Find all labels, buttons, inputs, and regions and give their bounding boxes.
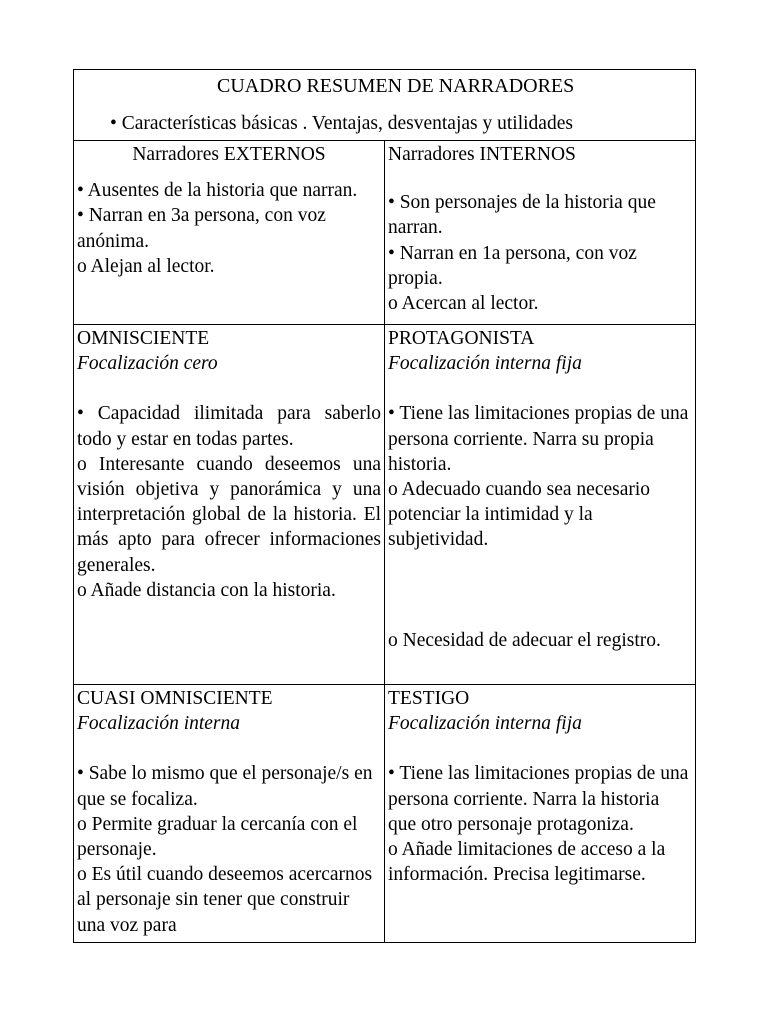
omnisciente-item: o Añade distancia con la historia. (77, 579, 336, 601)
omnisciente-item: • Capacidad ilimitada para saberlo todo y estar en todas partes. (77, 403, 381, 450)
focal-protagonista: Focalización interna fija (388, 353, 582, 375)
cell-cuasi (74, 685, 385, 942)
internos-item: o Acercan al lector. (388, 293, 539, 315)
cell-internos (385, 141, 695, 324)
externos-item: • Narran en 3a persona, con voz anónima. (77, 205, 326, 252)
cell-externos (74, 141, 385, 324)
heading-internos: Narradores INTERNOS (388, 144, 576, 165)
table-header (74, 70, 695, 141)
cell-omnisciente (74, 325, 385, 684)
heading-testigo: TESTIGO (388, 688, 470, 709)
narradores-table (73, 69, 696, 943)
row-externos-internos (74, 141, 695, 325)
externos-item: o Alejan al lector. (77, 255, 215, 277)
cuasi-item: o Es útil cuando deseemos acercarnos al personaje sin tener que construir una voz para (77, 864, 373, 936)
heading-externos: Narradores EXTERNOS (132, 144, 326, 165)
testigo-item: o Añade limitaciones de acceso a la información. Precisa legitimarse. (388, 839, 666, 886)
table-subtitle: • Características básicas . Ventajas, desventajas y utilidades (110, 113, 573, 134)
table-title: CUADRO RESUMEN DE NARRADORES (217, 75, 575, 97)
omnisciente-item: o Interesante cuando deseemos una visión objetiva y panorámica y una interpretación global de la historia. El más apto para ofrecer informaciones generales. (77, 453, 381, 576)
protagonista-item: o Necesidad de adecuar el registro. (388, 629, 661, 651)
cuasi-item: o Permite graduar la cercanía con el personaje. (77, 813, 358, 861)
protagonista-item: o Adecuado cuando sea necesario potenciar la intimidad y la subjetividad. (388, 479, 651, 551)
testigo-item: • Tiene las limitaciones propias de una persona corriente. Narra la historia que otro personaje protagoniza. (388, 763, 689, 835)
cuasi-item: • Sabe lo mismo que el personaje/s en que se focaliza. (77, 763, 373, 810)
heading-cuasi: CUASI OMNISCIENTE (77, 688, 273, 709)
focal-testigo: Focalización interna fija (388, 713, 582, 735)
protagonista-item: • Tiene las limitaciones propias de una persona corriente. Narra su propia historia. (388, 403, 689, 475)
cell-protagonista (385, 325, 695, 684)
row-omnisciente-protagonista (74, 325, 695, 685)
heading-omnisciente: OMNISCIENTE (77, 328, 210, 349)
focal-cuasi: Focalización interna (77, 713, 241, 735)
cell-testigo (385, 685, 695, 942)
internos-item: • Son personajes de la historia que narran. (388, 192, 656, 239)
heading-protagonista: PROTAGONISTA (388, 328, 535, 349)
focal-omnisciente: Focalización cero (77, 353, 218, 375)
internos-item: • Narran en 1a persona, con voz propia. (388, 242, 637, 289)
externos-item: • Ausentes de la historia que narran. (77, 180, 358, 202)
row-cuasi-testigo (74, 685, 695, 942)
